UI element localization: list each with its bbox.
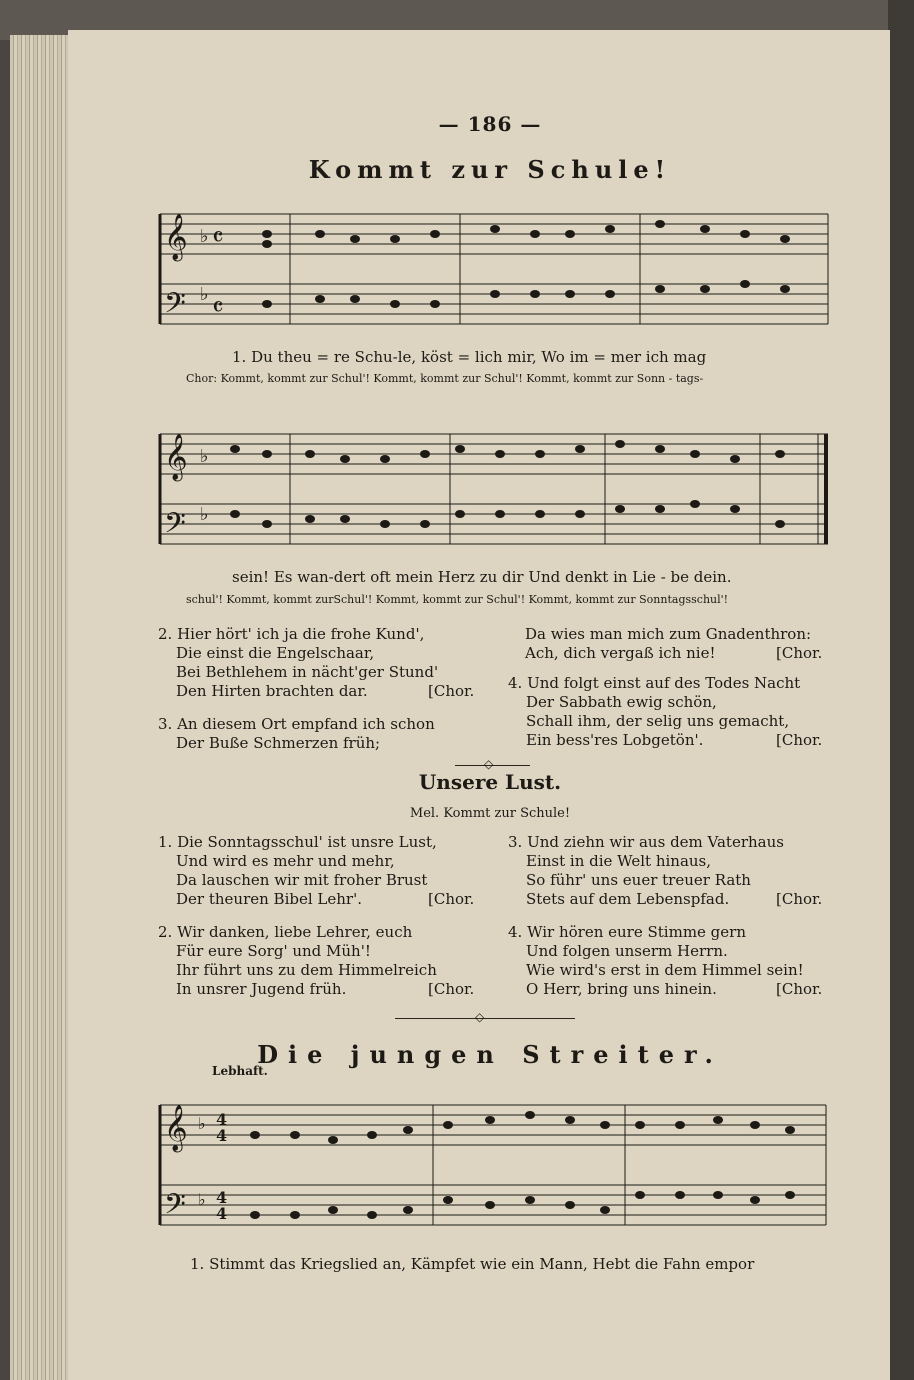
song3-lyrics-line-1: 1. Stimmt das Kriegslied an, Kämpfet wie ein Mann, Hebt die Fahn empor [190,1255,755,1273]
verse-line: Den Hirten brachten dar. [176,682,368,700]
song1-chorus-line-2: schul'! Kommt, kommt zurSchul'! Kommt, kommt zur Schul'! Kommt, kommt zur Sonntagsschul'! [186,593,729,606]
svg-text:♭: ♭ [200,284,209,305]
svg-text:𝄴: 𝄴 [212,223,224,253]
verse-line: Und folgen unserm Herrn. [526,942,728,960]
song-title-die-jungen-streiter: Die jungen Streiter. [257,1040,723,1069]
song1-verse-4 [508,674,800,750]
svg-text:4: 4 [216,1126,228,1145]
verse-line: Da lauschen wir mit froher Brust [176,871,428,889]
svg-text:♭: ♭ [200,446,209,467]
verse-line: 2. Hier hört' ich ja die frohe Kund', [158,625,425,643]
book-spine-edge [888,0,914,1380]
song1-lyrics-line-1: 1. Du theu = re Schu-le, köst = lich mir, Wo im = mer ich mag [232,348,707,366]
verse-line: So führ' uns euer treuer Rath [526,871,751,889]
svg-text:𝄢: 𝄢 [164,287,186,327]
svg-text:♭: ♭ [200,504,209,525]
svg-text:♭: ♭ [198,1114,206,1133]
song1-lyrics-line-2: sein! Es wan-dert oft mein Herz zu dir Und denkt in Lie - be dein. [232,568,732,586]
verse-line: Und wird es mehr und mehr, [176,852,395,870]
song2-verse-2 [158,923,437,999]
song2-verse-1 [158,833,437,909]
song-title-unsere-lust: Unsere Lust. [418,770,562,794]
song-title-kommt-zur-schule: Kommt zur Schule! [308,155,672,184]
svg-text:𝄞: 𝄞 [164,434,188,480]
page-edges [10,35,70,1380]
verse-line: 3. An diesem Ort empfand ich schon [158,715,435,733]
verse-line: 2. Wir danken, liebe Lehrer, euch [158,923,413,941]
svg-text:4: 4 [216,1110,228,1129]
music-staff-system-1 [150,200,840,340]
svg-text:𝄢: 𝄢 [164,1188,186,1228]
song2-verse-4 [508,923,804,999]
verse-line: Ihr führt uns zu dem Himmelreich [176,961,437,979]
song2-verse-3 [508,833,784,909]
svg-text:♭: ♭ [198,1190,206,1209]
page-number: — 186 — [438,112,542,136]
song2-verse-1-chor: [Chor. [428,890,475,908]
svg-text:4: 4 [216,1188,228,1207]
verse-line: Der Buße Schmerzen früh; [176,734,381,752]
verse-line: Da wies man mich zum Gnadenthron: [525,625,812,643]
verse-line: Der theuren Bibel Lehr'. [176,890,362,908]
verse-line: Die einst die Engelschaar, [176,644,375,662]
song2-melody-note: Mel. Kommt zur Schule! [409,806,571,821]
verse-line: Einst in die Welt hinaus, [526,852,712,870]
verse-line: O Herr, bring uns hinein. [526,980,717,998]
verse-line: Stets auf dem Lebenspfad. [526,890,730,908]
tempo-marking: Lebhaft. [212,1064,268,1078]
verse-line: 1. Die Sonntagsschul' ist unsre Lust, [158,833,437,851]
verse-line: Der Sabbath ewig schön, [526,693,717,711]
verse-line: Wie wird's erst in dem Himmel sein! [526,961,804,979]
music-staff-system-3 [150,1085,840,1245]
divider-ornament-icon: ◇ [484,757,494,771]
section-divider [395,1018,575,1019]
song1-verse-3-chor: [Chor. [776,644,823,662]
song1-verse-2-chor: [Chor. [428,682,475,700]
svg-text:𝄴: 𝄴 [212,293,224,323]
verse-line: Ach, dich vergaß ich nie! [525,644,716,662]
song2-verse-2-chor: [Chor. [428,980,475,998]
svg-text:♭: ♭ [200,226,209,247]
verse-line: Schall ihm, der selig uns gemacht, [526,712,790,730]
song1-chorus-line-1: Chor: Kommt, kommt zur Schul'! Kommt, kommt zur Schul'! Kommt, kommt zur Sonn - tags- [186,372,704,385]
verse-line: 3. Und ziehn wir aus dem Vaterhaus [508,833,784,851]
song2-verse-3-chor: [Chor. [776,890,823,908]
song1-verse-4-chor: [Chor. [776,731,823,749]
svg-text:𝄞: 𝄞 [164,214,188,260]
song1-verse-3 [158,715,435,753]
song1-verse-3-continued [525,625,811,663]
divider-ornament-icon: ◇ [475,1010,485,1024]
song1-verse-2 [158,625,438,701]
verse-line: Für eure Sorg' und Müh'! [176,942,371,960]
verse-line: Bei Bethlehem in nächt'ger Stund' [176,663,439,681]
music-staff-system-2 [150,420,840,560]
svg-text:𝄢: 𝄢 [164,507,186,547]
verse-line: In unsrer Jugend früh. [176,980,347,998]
song2-verse-4-chor: [Chor. [776,980,823,998]
verse-line: Ein bess'res Lobgetön'. [526,731,704,749]
verse-line: 4. Und folgt einst auf des Todes Nacht [508,674,801,692]
verse-line: 4. Wir hören eure Stimme gern [508,923,746,941]
svg-text:4: 4 [216,1204,228,1223]
svg-text:𝄞: 𝄞 [164,1105,188,1151]
